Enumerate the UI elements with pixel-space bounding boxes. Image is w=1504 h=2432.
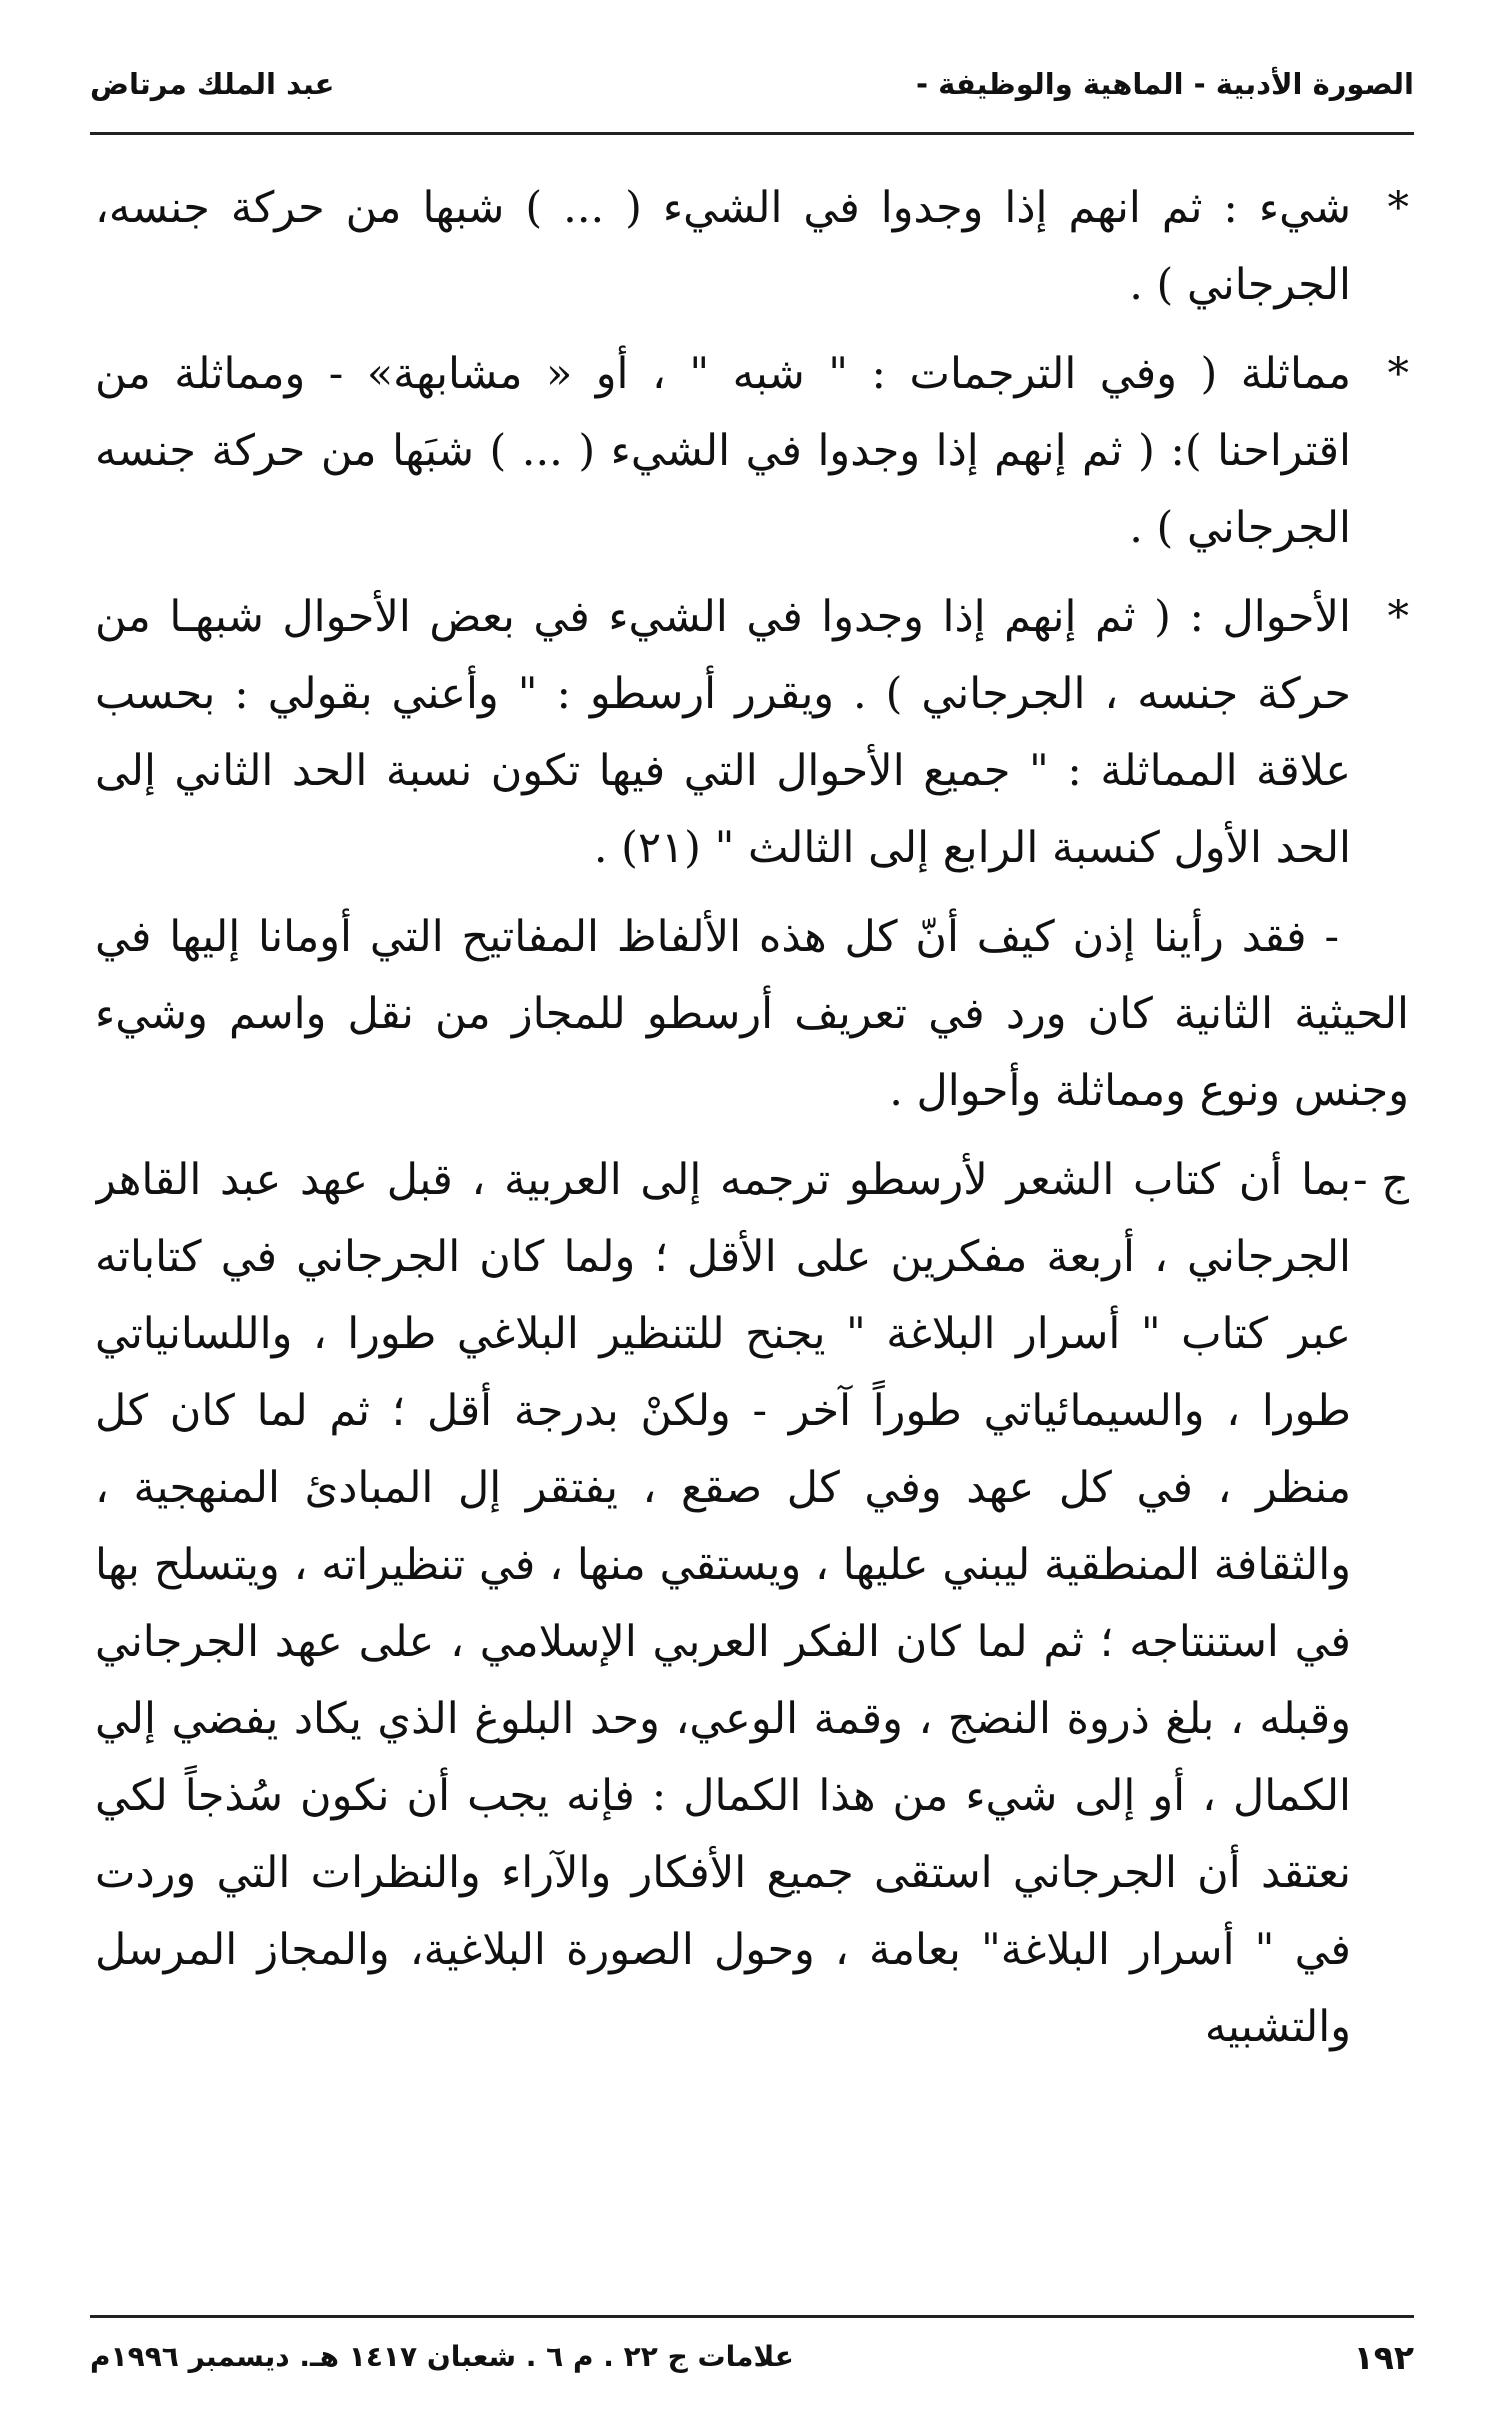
journal-info: علامات ج ٢٢ . م ٦ . شعبان ١٤١٧ هـ. ديسمبر ١٩٩٦م xyxy=(90,2340,794,2373)
page-number: ١٩٢ xyxy=(1353,2338,1414,2377)
entry-ahwal xyxy=(95,579,1409,887)
entry-text: مماثلة ( وفي الترجمات : " شبه " ، أو « مشابهة» - ومماثلة من اقتراحنا ): ( ثم إنهم إذا وجدوا في الشيء ( ... ) شبَها من حركة جنسه الجرجاني ) . xyxy=(95,349,1351,553)
running-title: الصورة الأدبية - الماهية والوظيفة - xyxy=(915,67,1414,101)
entry-shay xyxy=(95,170,1409,324)
entry-mumathala xyxy=(95,336,1409,567)
section-jim-text: بما أن كتاب الشعر لأرسطو ترجمه إلى العربية ، قبل عهد عبد القاهر الجرجاني ، أربعة مفكرين على الأقل ؛ ولما كان الجرجاني في كتاباته عبر كتاب " أسرار البلاغة " يجنح للتنظير البلاغي طورا ، واللسانياتي طورا ، والسيمائياتي طوراً آخر - ولكنْ بدرجة أقل ؛ ثم لما كان كل منظر ، في كل عهد وفي كل صقع ، يفتقر إل المبادئ المنهجية ، والثقافة المنطقية ليبني عليها ، ويستقي منها ، في تنظيراته ، ويتسلح بها في استنتاجه ؛ ثم لما كان الفكر العربي الإسلامي ، على عهد الجرجاني وقبله ، بلغ ذروة النضج ، وقمة الوعي، وحد البلوغ الذي يكاد يفضي إلي الكمال ، أو إلى شيء من هذا الكمال : فإنه يجب أن نكون سُذجاً لكي نعتقد أن الجرجاني استقى جميع الأفكار والآراء والنظرات التي وردت في " أسرار البلاغة" بعامة ، وحول الصورة البلاغية، والمجاز المرسل والتشبيه xyxy=(95,1155,1351,2052)
section-jim-paragraph xyxy=(95,1142,1409,2066)
entry-marker: * xyxy=(1387,183,1409,233)
page-footer xyxy=(90,2330,1414,2390)
section-letter: ج - xyxy=(1353,1155,1409,1205)
entry-text: شيء : ثم انهم إذا وجدوا في الشيء ( ... ) شبها من حركة جنسه، الجرجاني ) . xyxy=(95,183,1351,310)
footer-rule xyxy=(90,2315,1414,2318)
dash-paragraph: - فقد رأينا إذن كيف أنّ كل هذه الألفاظ المفاتيح التي أومانا إليها في الحيثية الثانية كان ورد في تعريف أرسطو للمجاز من نقل واسم وشيء وجنس ونوع ومماثلة وأحوال . xyxy=(95,912,1409,1116)
running-header xyxy=(90,55,1414,125)
entry-marker: * xyxy=(1387,592,1409,642)
entry-marker: * xyxy=(1387,349,1409,399)
running-author: عبد الملك مرتاض xyxy=(90,67,335,101)
entry-text: الأحوال : ( ثم إنهم إذا وجدوا في الشيء في بعض الأحوال شبهـا من حركة جنسه ، الجرجاني ) . ويقرر أرسطو : " وأعني بقولي : بحسب علاقة المماثلة : " جميع الأحوال التي فيها تكون نسبة الحد الثاني إلى الحد الأول كنسبة الرابع إلى الثالث " (٢١) . xyxy=(95,592,1351,873)
header-rule xyxy=(90,132,1414,135)
main-text xyxy=(95,170,1409,2240)
